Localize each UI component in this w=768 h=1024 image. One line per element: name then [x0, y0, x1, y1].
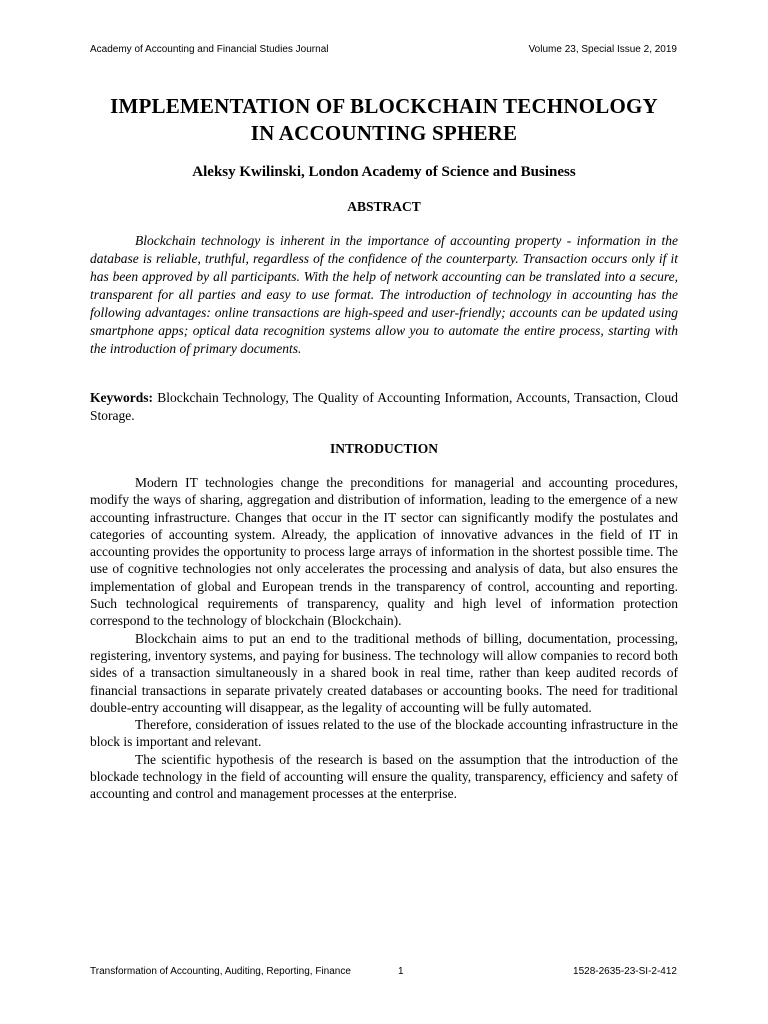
introduction-body — [90, 474, 678, 803]
author-line: Aleksy Kwilinski, London Academy of Science and Business — [192, 164, 576, 180]
running-header — [90, 44, 677, 56]
body-paragraph: Therefore, consideration of issues related to the use of the blockade accounting infrastructure in the block is important and relevant. — [90, 717, 678, 750]
abstract-text: Blockchain technology is inherent in the importance of accounting property - information in the database is reliable, truthful, regardless of the confidence of the counterparty. Transaction occurs only if it has been approved by all participants. With the help of network accounting can be translated into a secure, transparent for all parties and easy to use format. The introduction of technology in accounting has the following advantages: online transactions are high-speed and user-friendly; accounts can be updated using smartphone apps; optical data recognition systems allow you to automate the entire process, starting with the introduction of primary documents. — [90, 233, 678, 356]
body-paragraph: The scientific hypothesis of the research is based on the assumption that the introduction of the blockade technology in the field of accounting will ensure the quality, transparency, efficiency and safety of accounting and control and management processes at the enterprise. — [90, 751, 678, 802]
body-paragraph: Modern IT technologies change the preconditions for managerial and accounting procedures, modify the ways of sharing, aggregation and distribution of information, leading to the emergence of a new accounting infrastructure. Changes that occur in the IT sector can significantly modify the postulates and categories of accounting system. Already, the application of innovative advances in the field of IT in accounting provides the opportunity to process large arrays of information in the shortest possible time. The use of cognitive technologies not only accelerates the processing and analysis of data, but also ensures the implementation of global and European trends in the transparency of control, accounting and reporting. Such technological requirements of transparency, quality and high level of information protection correspond to the technology of blockchain (Blockchain). — [90, 475, 678, 629]
keywords-text: Blockchain Technology, The Quality of Accounting Information, Accounts, Transaction, Cloud Storage. — [90, 390, 678, 423]
title-line-1: IMPLEMENTATION OF BLOCKCHAIN TECHNOLOGY — [110, 94, 658, 118]
introduction-heading: INTRODUCTION — [329, 441, 438, 456]
keywords — [90, 389, 678, 425]
body-paragraph: Blockchain aims to put an end to the traditional methods of billing, documentation, processing, registering, inventory systems, and paying for business. The technology will allow companies to record both sides of a transaction simultaneously in a shared book in real time, rather than keep audited records of financial transactions in separate privately created databases or accounting books. The need for traditional double-entry accounting will disappear, as the legality of accounting will be fully automated. — [90, 630, 678, 715]
paper-title — [60, 93, 708, 147]
journal-name: Academy of Accounting and Financial Studies Journal — [90, 44, 329, 55]
keywords-label: Keywords: — [90, 390, 153, 405]
article-id: 1528-2635-23-SI-2-412 — [573, 966, 677, 977]
page-number: 1 — [398, 966, 404, 977]
abstract-heading: ABSTRACT — [347, 199, 421, 214]
footer-series: Transformation of Accounting, Auditing, Reporting, Finance — [90, 966, 351, 977]
volume-info: Volume 23, Special Issue 2, 2019 — [528, 44, 677, 55]
title-line-2: IN ACCOUNTING SPHERE — [250, 121, 518, 145]
